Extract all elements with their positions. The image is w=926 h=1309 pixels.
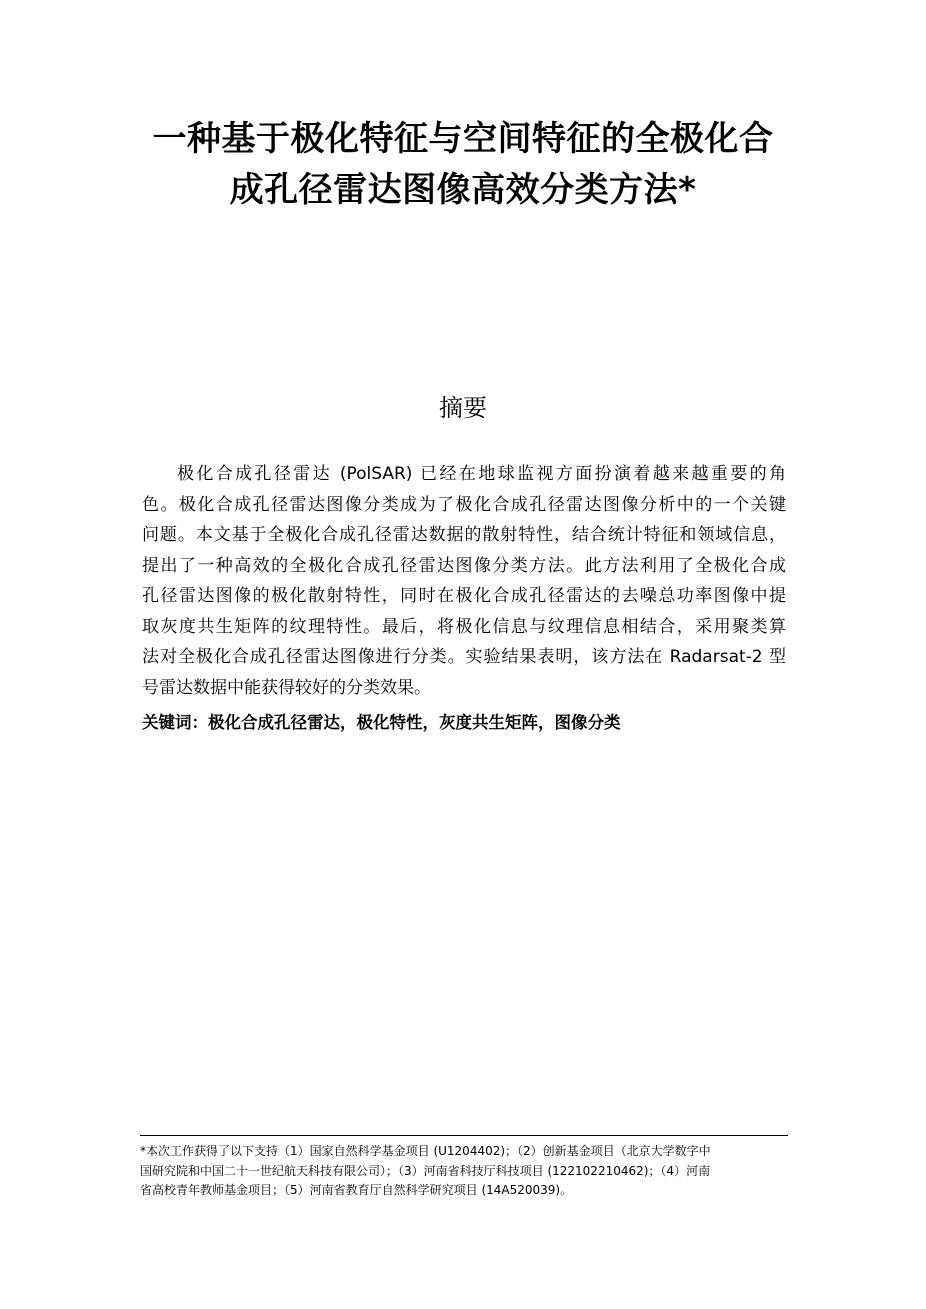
abstract-body	[142, 459, 786, 703]
keywords: 关键词：极化合成孔径雷达，极化特性，灰度共生矩阵，图像分类	[142, 713, 621, 732]
abstract-line-4: 提出了一种高效的全极化合成孔径雷达图像分类方法。此方法利用了全极化合成	[142, 555, 786, 576]
footnote-line-2: 国研究院和中国二十一世纪航天科技有限公司）；（3）河南省科技厅科技项目 (122102210462)；（4）河南	[140, 1163, 711, 1178]
abstract-line-5: 孔径雷达图像的极化散射特性，同时在极化合成孔径雷达的去噪总功率图像中提	[142, 586, 786, 606]
abstract-heading: 摘要	[439, 394, 487, 422]
paper-title-line-2: 成孔径雷达图像高效分类方法*	[229, 170, 697, 210]
paper-title	[100, 114, 826, 216]
abstract-line-3: 问题。本文基于全极化合成孔径雷达数据的散射特性，结合统计特征和领域信息，	[142, 525, 786, 545]
abstract-line-8: 号雷达数据中能获得较好的分类效果。	[142, 677, 431, 698]
paper-title-line-1: 一种基于极化特征与空间特征的全极化合	[152, 119, 774, 159]
abstract-line-2: 色。极化合成孔径雷达图像分类成为了极化合成孔径雷达图像分析中的一个关键	[142, 494, 786, 515]
abstract-line-1: 极化合成孔径雷达 (PolSAR) 已经在地球监视方面扮演着越来越重要的角	[177, 464, 786, 484]
footnote-divider	[140, 1135, 788, 1136]
abstract-line-6: 取灰度共生矩阵的纹理特性。最后，将极化信息与纹理信息相结合，采用聚类算	[142, 616, 786, 637]
abstract-line-7: 法对全极化合成孔径雷达图像进行分类。实验结果表明，该方法在 Radarsat-2 型	[142, 647, 786, 667]
footnote-line-3: 省高校青年教师基金项目；（5）河南省教育厅自然科学研究项目 (14A520039)。	[140, 1183, 573, 1197]
footnote	[140, 1142, 788, 1201]
footnote-line-1: *本次工作获得了以下支持（1）国家自然科学基金项目 (U1204402)；（2）创新基金项目（北京大学数字中	[140, 1144, 711, 1158]
